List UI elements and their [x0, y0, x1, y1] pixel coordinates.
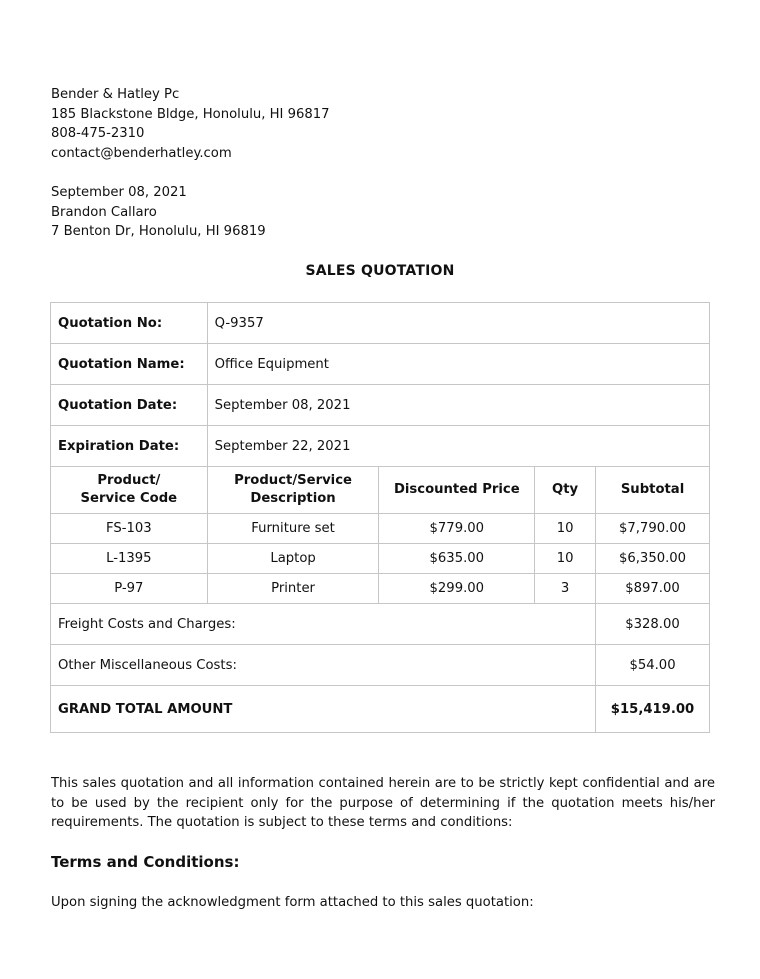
item-qty: 10 [535, 514, 596, 544]
freight-costs-row [51, 604, 710, 645]
items-header-row [51, 467, 710, 514]
header-desc-line2: Description [250, 491, 336, 506]
info-label: Quotation Name: [51, 344, 208, 385]
grand-total-value: $15,419.00 [596, 686, 710, 733]
item-code: L-1395 [51, 544, 208, 574]
recipient-name: Brandon Callaro [51, 204, 157, 220]
header-subtotal: Subtotal [596, 467, 710, 514]
item-subtotal: $6,350.00 [596, 544, 710, 574]
header-code-line2: Service Code [80, 491, 178, 506]
info-row-expiration-date [51, 426, 710, 467]
terms-heading: Terms and Conditions: [51, 853, 240, 871]
info-row-quotation-no [51, 303, 710, 344]
header-code-line1: Product/ [97, 473, 161, 488]
misc-costs-row [51, 645, 710, 686]
terms-intro: Upon signing the acknowledgment form attached to this sales quotation: [51, 895, 534, 910]
item-qty: 3 [535, 574, 596, 604]
header-qty: Qty [535, 467, 596, 514]
cost-label: Other Miscellaneous Costs: [51, 645, 596, 686]
header-block [51, 85, 711, 242]
info-value: Q-9357 [207, 303, 709, 344]
item-description: Printer [207, 574, 379, 604]
info-label: Expiration Date: [51, 426, 208, 467]
item-qty: 10 [535, 544, 596, 574]
item-price: $635.00 [379, 544, 535, 574]
table-row [51, 544, 710, 574]
item-description: Furniture set [207, 514, 379, 544]
cost-value: $54.00 [596, 645, 710, 686]
confidentiality-paragraph: This sales quotation and all information contained herein are to be strictly kept confidential and are to be used by the recipient only for the purpose of determining if the quotation meets his/her requirements. The quotation is subject to these terms and conditions: [51, 776, 715, 831]
table-row [51, 514, 710, 544]
quotation-table [50, 302, 710, 733]
item-code: FS-103 [51, 514, 208, 544]
info-label: Quotation No: [51, 303, 208, 344]
info-value: September 08, 2021 [207, 385, 709, 426]
item-subtotal: $7,790.00 [596, 514, 710, 544]
quotation-date: September 08, 2021 [51, 184, 187, 200]
item-price: $779.00 [379, 514, 535, 544]
sender-company: Bender & Hatley Pc [51, 87, 180, 102]
cost-value: $328.00 [596, 604, 710, 645]
recipient-address: 7 Benton Dr, Honolulu, HI 96819 [51, 224, 266, 240]
table-row [51, 574, 710, 604]
item-code: P-97 [51, 574, 208, 604]
header-code [51, 467, 208, 514]
document-title: SALES QUOTATION [305, 263, 455, 279]
item-description: Laptop [207, 544, 379, 574]
item-subtotal: $897.00 [596, 574, 710, 604]
sender-phone: 808-475-2310 [51, 126, 145, 142]
header-description [207, 467, 379, 514]
grand-total-label: GRAND TOTAL AMOUNT [51, 686, 596, 733]
cost-label: Freight Costs and Charges: [51, 604, 596, 645]
grand-total-row [51, 686, 710, 733]
info-value: September 22, 2021 [207, 426, 709, 467]
header-price: Discounted Price [379, 467, 535, 514]
info-row-quotation-name [51, 344, 710, 385]
sender-email: contact@benderhatley.com [51, 145, 232, 161]
info-label: Quotation Date: [51, 385, 208, 426]
sender-address: 185 Blackstone Bldge, Honolulu, HI 96817 [51, 106, 330, 122]
header-desc-line1: Product/Service [234, 473, 352, 488]
item-price: $299.00 [379, 574, 535, 604]
info-row-quotation-date [51, 385, 710, 426]
info-value: Office Equipment [207, 344, 709, 385]
